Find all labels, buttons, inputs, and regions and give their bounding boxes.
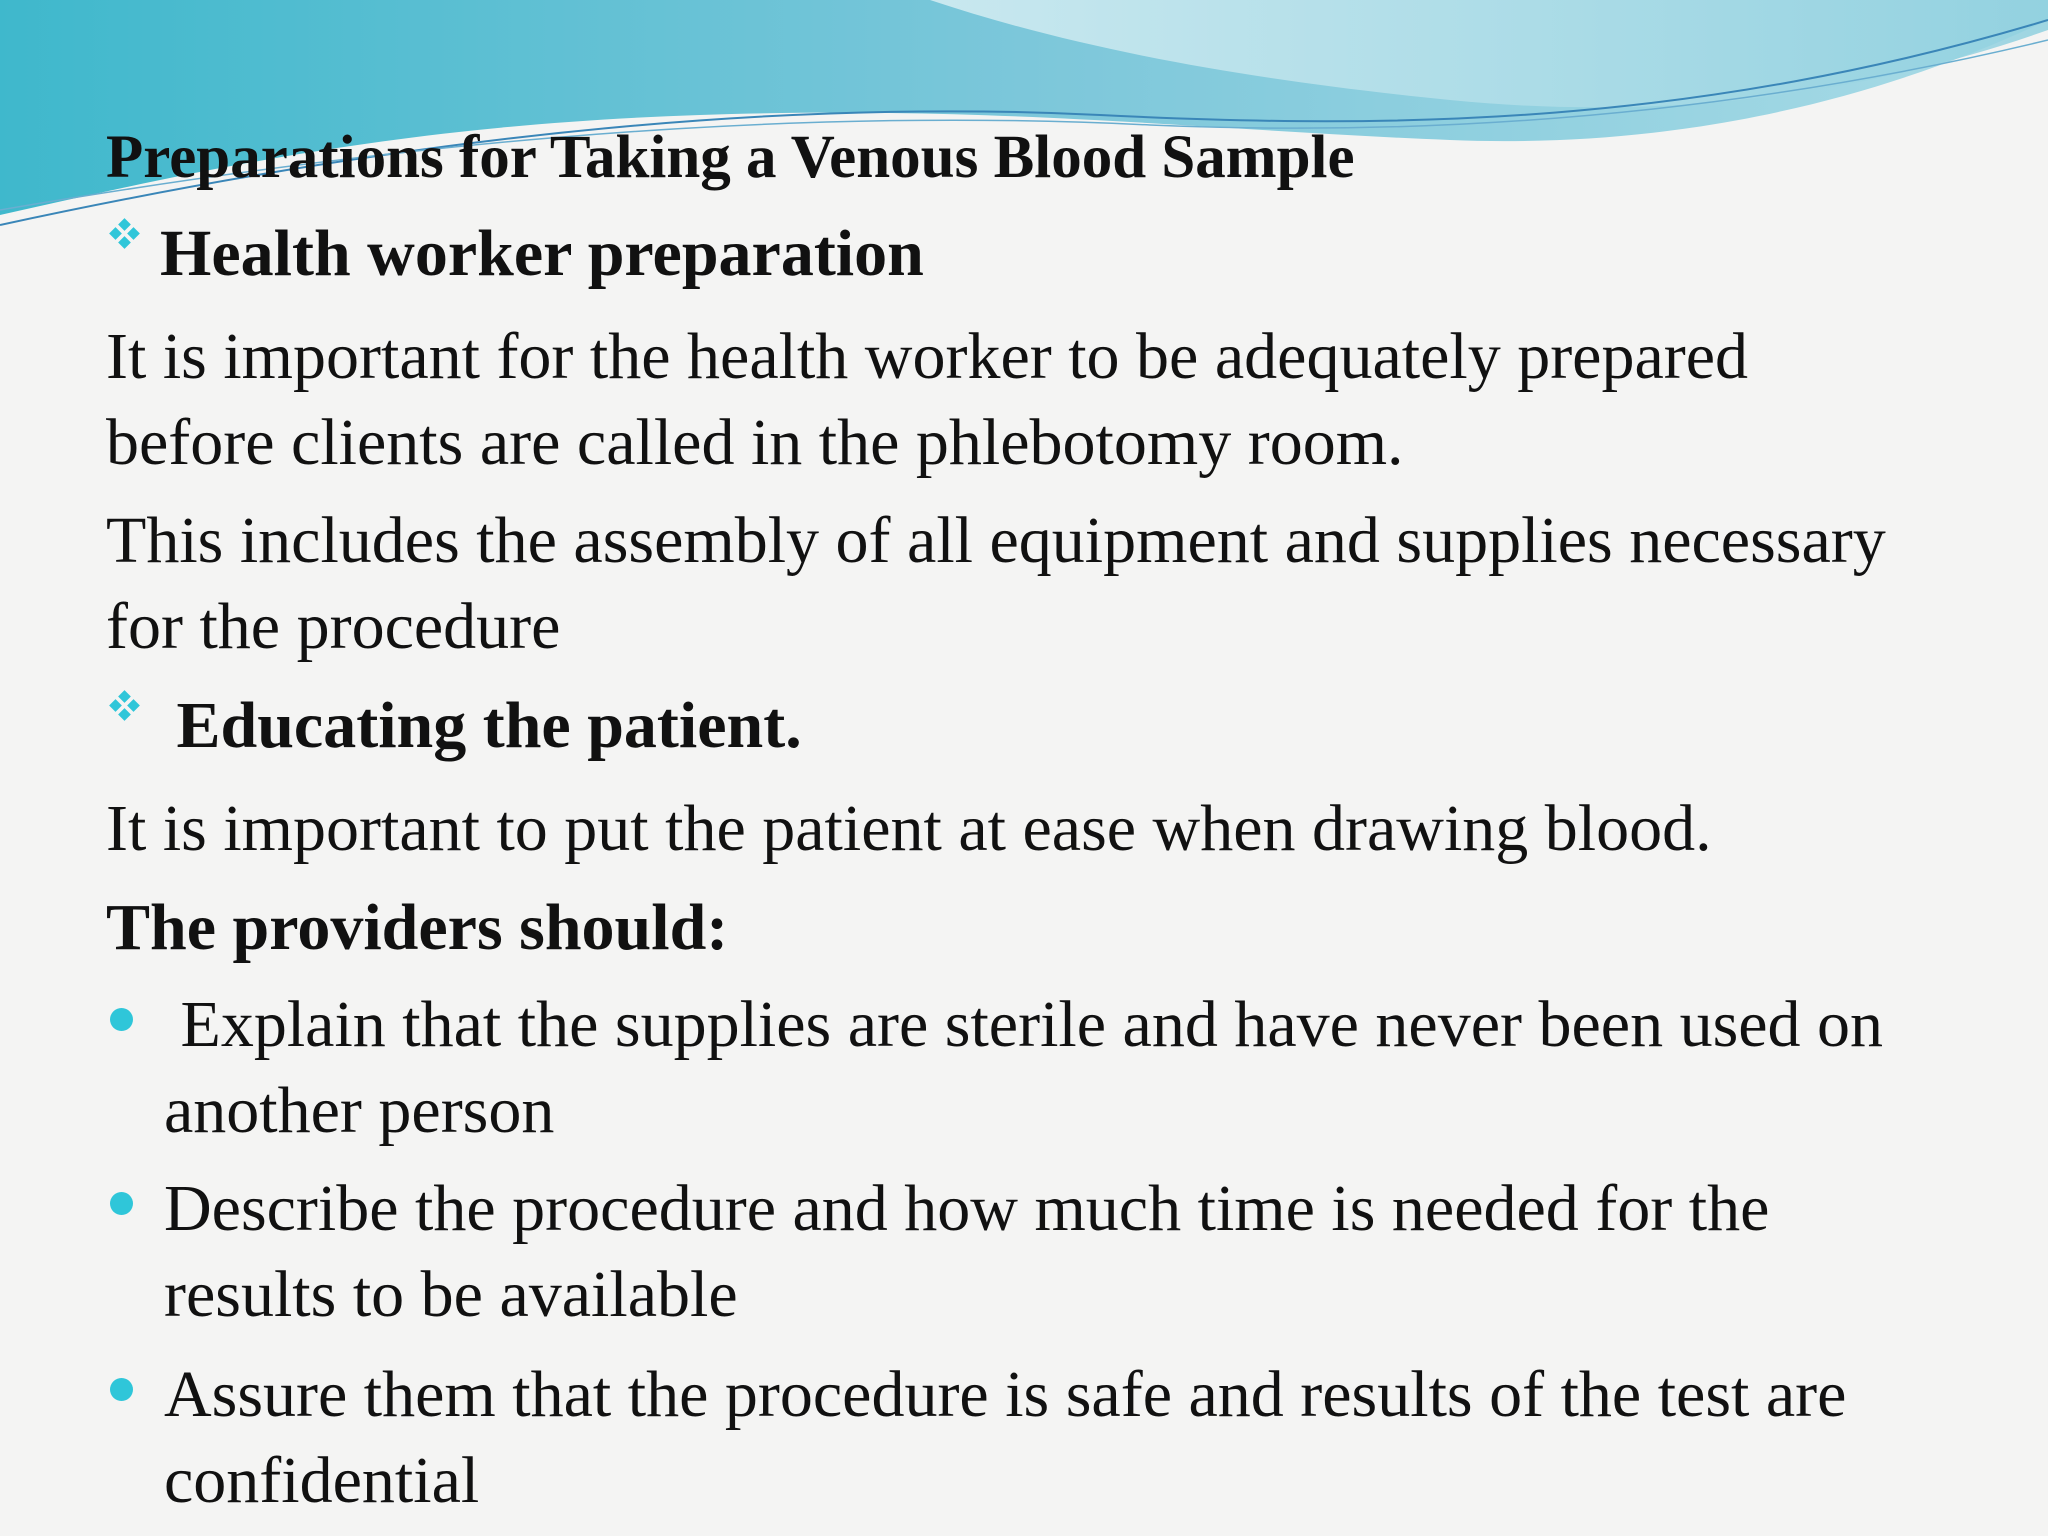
bullet-dot-icon bbox=[110, 1192, 133, 1215]
section-heading: Educating the patient. bbox=[160, 689, 802, 762]
providers-subheading: The providers should: bbox=[106, 891, 729, 964]
list-item-line: Describe the procedure and how much time is needed for the bbox=[164, 1172, 1770, 1245]
diamond-bullet-icon bbox=[106, 218, 156, 258]
paragraph-line: This includes the assembly of all equipment and supplies necessary bbox=[106, 504, 1886, 577]
section-health-worker-heading bbox=[106, 214, 924, 294]
list-item-text bbox=[164, 1166, 1769, 1338]
bullet-dot-icon bbox=[110, 1008, 133, 1031]
paragraph-line: It is important for the health worker to be adequately prepared bbox=[106, 320, 1749, 393]
health-worker-paragraph-2 bbox=[106, 498, 2026, 670]
slide-title: Preparations for Taking a Venous Blood Sample bbox=[106, 124, 1355, 191]
diamond-bullet-icon bbox=[106, 690, 156, 730]
educating-paragraph bbox=[106, 786, 2026, 872]
paragraph-line: It is important to put the patient at ease when drawing blood. bbox=[106, 792, 1712, 865]
list-item-text bbox=[164, 1352, 1846, 1524]
list-item-line: results to be available bbox=[164, 1258, 738, 1331]
health-worker-paragraph-1 bbox=[106, 314, 2026, 486]
list-item-line: Assure them that the procedure is safe and results of the test are bbox=[164, 1358, 1847, 1431]
list-item-text bbox=[164, 982, 1883, 1154]
section-educating-heading bbox=[106, 686, 802, 766]
bullet-dot-icon bbox=[110, 1378, 133, 1401]
list-item-line: Explain that the supplies are sterile and have never been used on bbox=[164, 988, 1884, 1061]
section-heading: Health worker preparation bbox=[160, 217, 924, 290]
paragraph-line: before clients are called in the phlebotomy room. bbox=[106, 406, 1404, 479]
paragraph-line: for the procedure bbox=[106, 590, 561, 663]
list-item-line: another person bbox=[164, 1074, 555, 1147]
list-item-line: confidential bbox=[164, 1444, 480, 1517]
